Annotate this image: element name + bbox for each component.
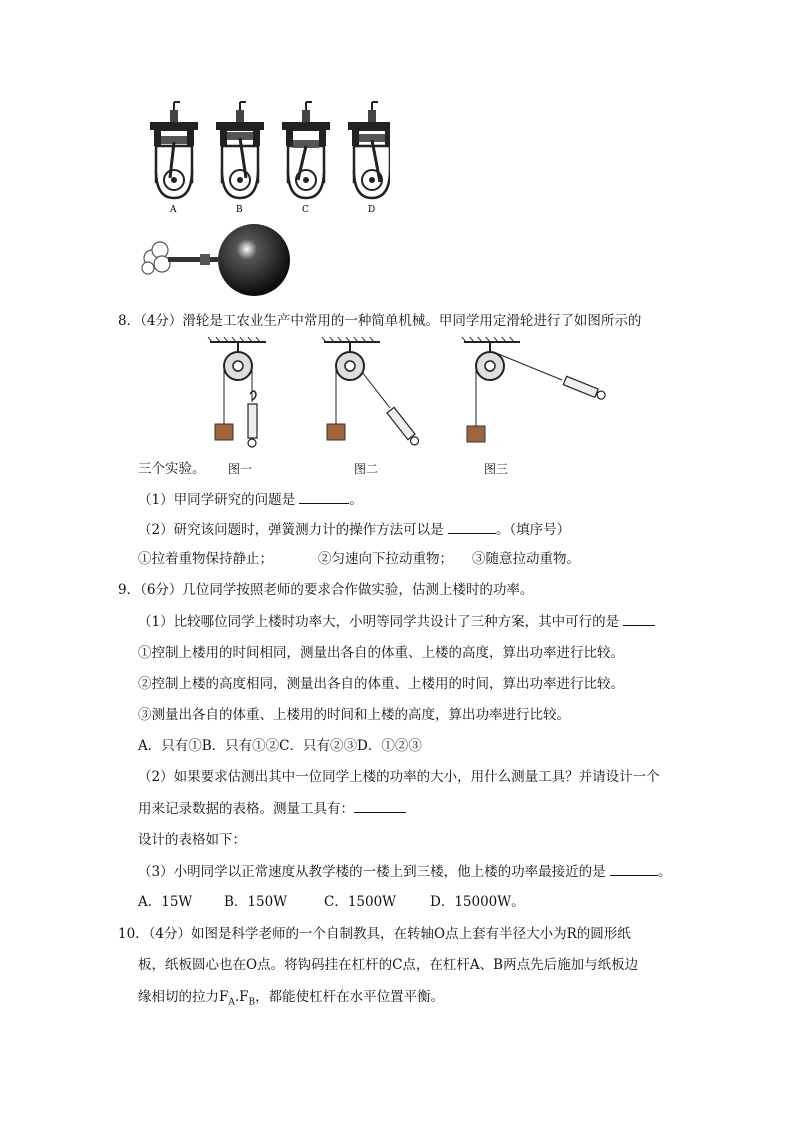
q8-option-3: ③随意拉动重物。 bbox=[472, 551, 580, 567]
pulley-setup-1 bbox=[208, 337, 266, 447]
q9-sub2-line-c: 设计的表格如下： bbox=[138, 832, 246, 848]
q9-plan-3: ③测量出各自的体重、上楼用的时间和上楼的高度，算出功率进行比较。 bbox=[138, 707, 570, 723]
metal-ball bbox=[218, 224, 290, 296]
q8-sub2-end: 。（填序号） bbox=[495, 522, 571, 538]
q9-choice-a: A．15W bbox=[138, 894, 193, 910]
q10-line-3 bbox=[138, 987, 444, 1013]
q8-stem: 8．（4分）滑轮是工农业生产中常用的一种简单机械。甲同学用定滑轮进行了如图所示的 bbox=[118, 313, 642, 329]
pulley-setup-2 bbox=[322, 337, 421, 447]
steam-ball-figure bbox=[138, 222, 298, 302]
q9-choice-d: D．15000W。 bbox=[430, 894, 525, 910]
engine-label-d: D bbox=[368, 205, 376, 215]
q10-sub-a: A bbox=[228, 997, 235, 1008]
steam-cloud-icon bbox=[142, 242, 170, 274]
q8-sub2-text: （2）研究该问题时，弹簧测力计的操作方法可以是 bbox=[138, 522, 448, 538]
engine-label-c: C bbox=[302, 205, 309, 215]
q9-sub3-text: （3）小明同学以正常速度从教学楼的一楼上到三楼，他上楼的功率最接近的是 bbox=[138, 864, 610, 880]
q10-line-3b: ，都能使杠杆在水平位置平衡。 bbox=[255, 989, 445, 1005]
engine-strokes-figure bbox=[140, 100, 390, 220]
q8-option-2: ②匀速向下拉动重物； bbox=[318, 551, 453, 567]
q9-sub3-end: 。 bbox=[657, 864, 672, 880]
q8-option-1: ①拉着重物保持静止； bbox=[138, 551, 273, 567]
engine-a bbox=[150, 102, 198, 198]
q9-choices-1: A．只有①B．只有①②C．只有②③D．①②③ bbox=[138, 738, 422, 754]
q9-sub2-text: 用来记录数据的表格。测量工具有： bbox=[138, 801, 354, 817]
engine-c bbox=[282, 102, 330, 198]
fig-label-3: 图三 bbox=[484, 462, 509, 476]
q9-plan-1: ①控制上楼用的时间相同，测量出各自的体重、上楼的高度，算出功率进行比较。 bbox=[138, 645, 624, 661]
q9-sub1 bbox=[138, 611, 655, 632]
engine-d bbox=[348, 102, 390, 198]
q10-line-3a: 缘相切的拉力F bbox=[138, 989, 229, 1005]
q9-sub2-blank[interactable] bbox=[354, 798, 406, 813]
q9-sub1-blank[interactable] bbox=[623, 611, 655, 626]
fig-label-2: 图二 bbox=[354, 462, 379, 476]
q8-stem-continued: 三个实验。 bbox=[138, 461, 206, 477]
pulley-setup-3 bbox=[462, 337, 607, 442]
q9-stem: 9．（6分）几位同学按照老师的要求合作做实验，估测上楼时的功率。 bbox=[118, 582, 534, 598]
q10-line-2: 板，纸板圆心也在O点。将钩码挂在杠杆的C点，在杠杆A、B两点先后施加与纸板边 bbox=[138, 957, 639, 973]
q10-mid: .F bbox=[234, 989, 249, 1005]
q9-sub3-blank[interactable] bbox=[610, 861, 658, 876]
engine-label-b: B bbox=[236, 205, 243, 215]
q8-sub1-end: 。 bbox=[349, 492, 363, 508]
engine-b bbox=[216, 102, 264, 198]
q9-sub3 bbox=[138, 861, 671, 882]
q9-choice-c: C．1500W bbox=[324, 894, 397, 910]
pulley-experiments-figure bbox=[200, 336, 610, 452]
q8-sub1 bbox=[138, 489, 363, 510]
q9-plan-2: ②控制上楼的高度相同，测量出各自的体重、上楼用的时间，算出功率进行比较。 bbox=[138, 676, 624, 692]
q9-sub2-line-b bbox=[138, 798, 406, 819]
q8-sub1-text: （1）甲同学研究的问题是 bbox=[138, 492, 300, 508]
q9-sub1-text: （1）比较哪位同学上楼时功率大，小明等同学共设计了三种方案，其中可行的是 bbox=[138, 614, 624, 630]
q9-choice-b: B．150W bbox=[224, 894, 288, 910]
q9-sub2-line-a: （2）如果要求估测出其中一位同学上楼的功率的大小，用什么测量工具？并请设计一个 bbox=[138, 769, 660, 785]
engine-label-a: A bbox=[170, 205, 177, 215]
q8-sub2 bbox=[138, 519, 570, 540]
q8-sub1-blank[interactable] bbox=[299, 489, 349, 504]
q10-line-1: 10．（4分）如图是科学老师的一个自制教具，在转轴O点上套有半径大小为R的圆形纸 bbox=[118, 926, 631, 942]
fig-label-1: 图一 bbox=[228, 462, 253, 476]
q8-sub2-blank[interactable] bbox=[448, 519, 496, 534]
q10-sub-b: B bbox=[248, 997, 256, 1008]
